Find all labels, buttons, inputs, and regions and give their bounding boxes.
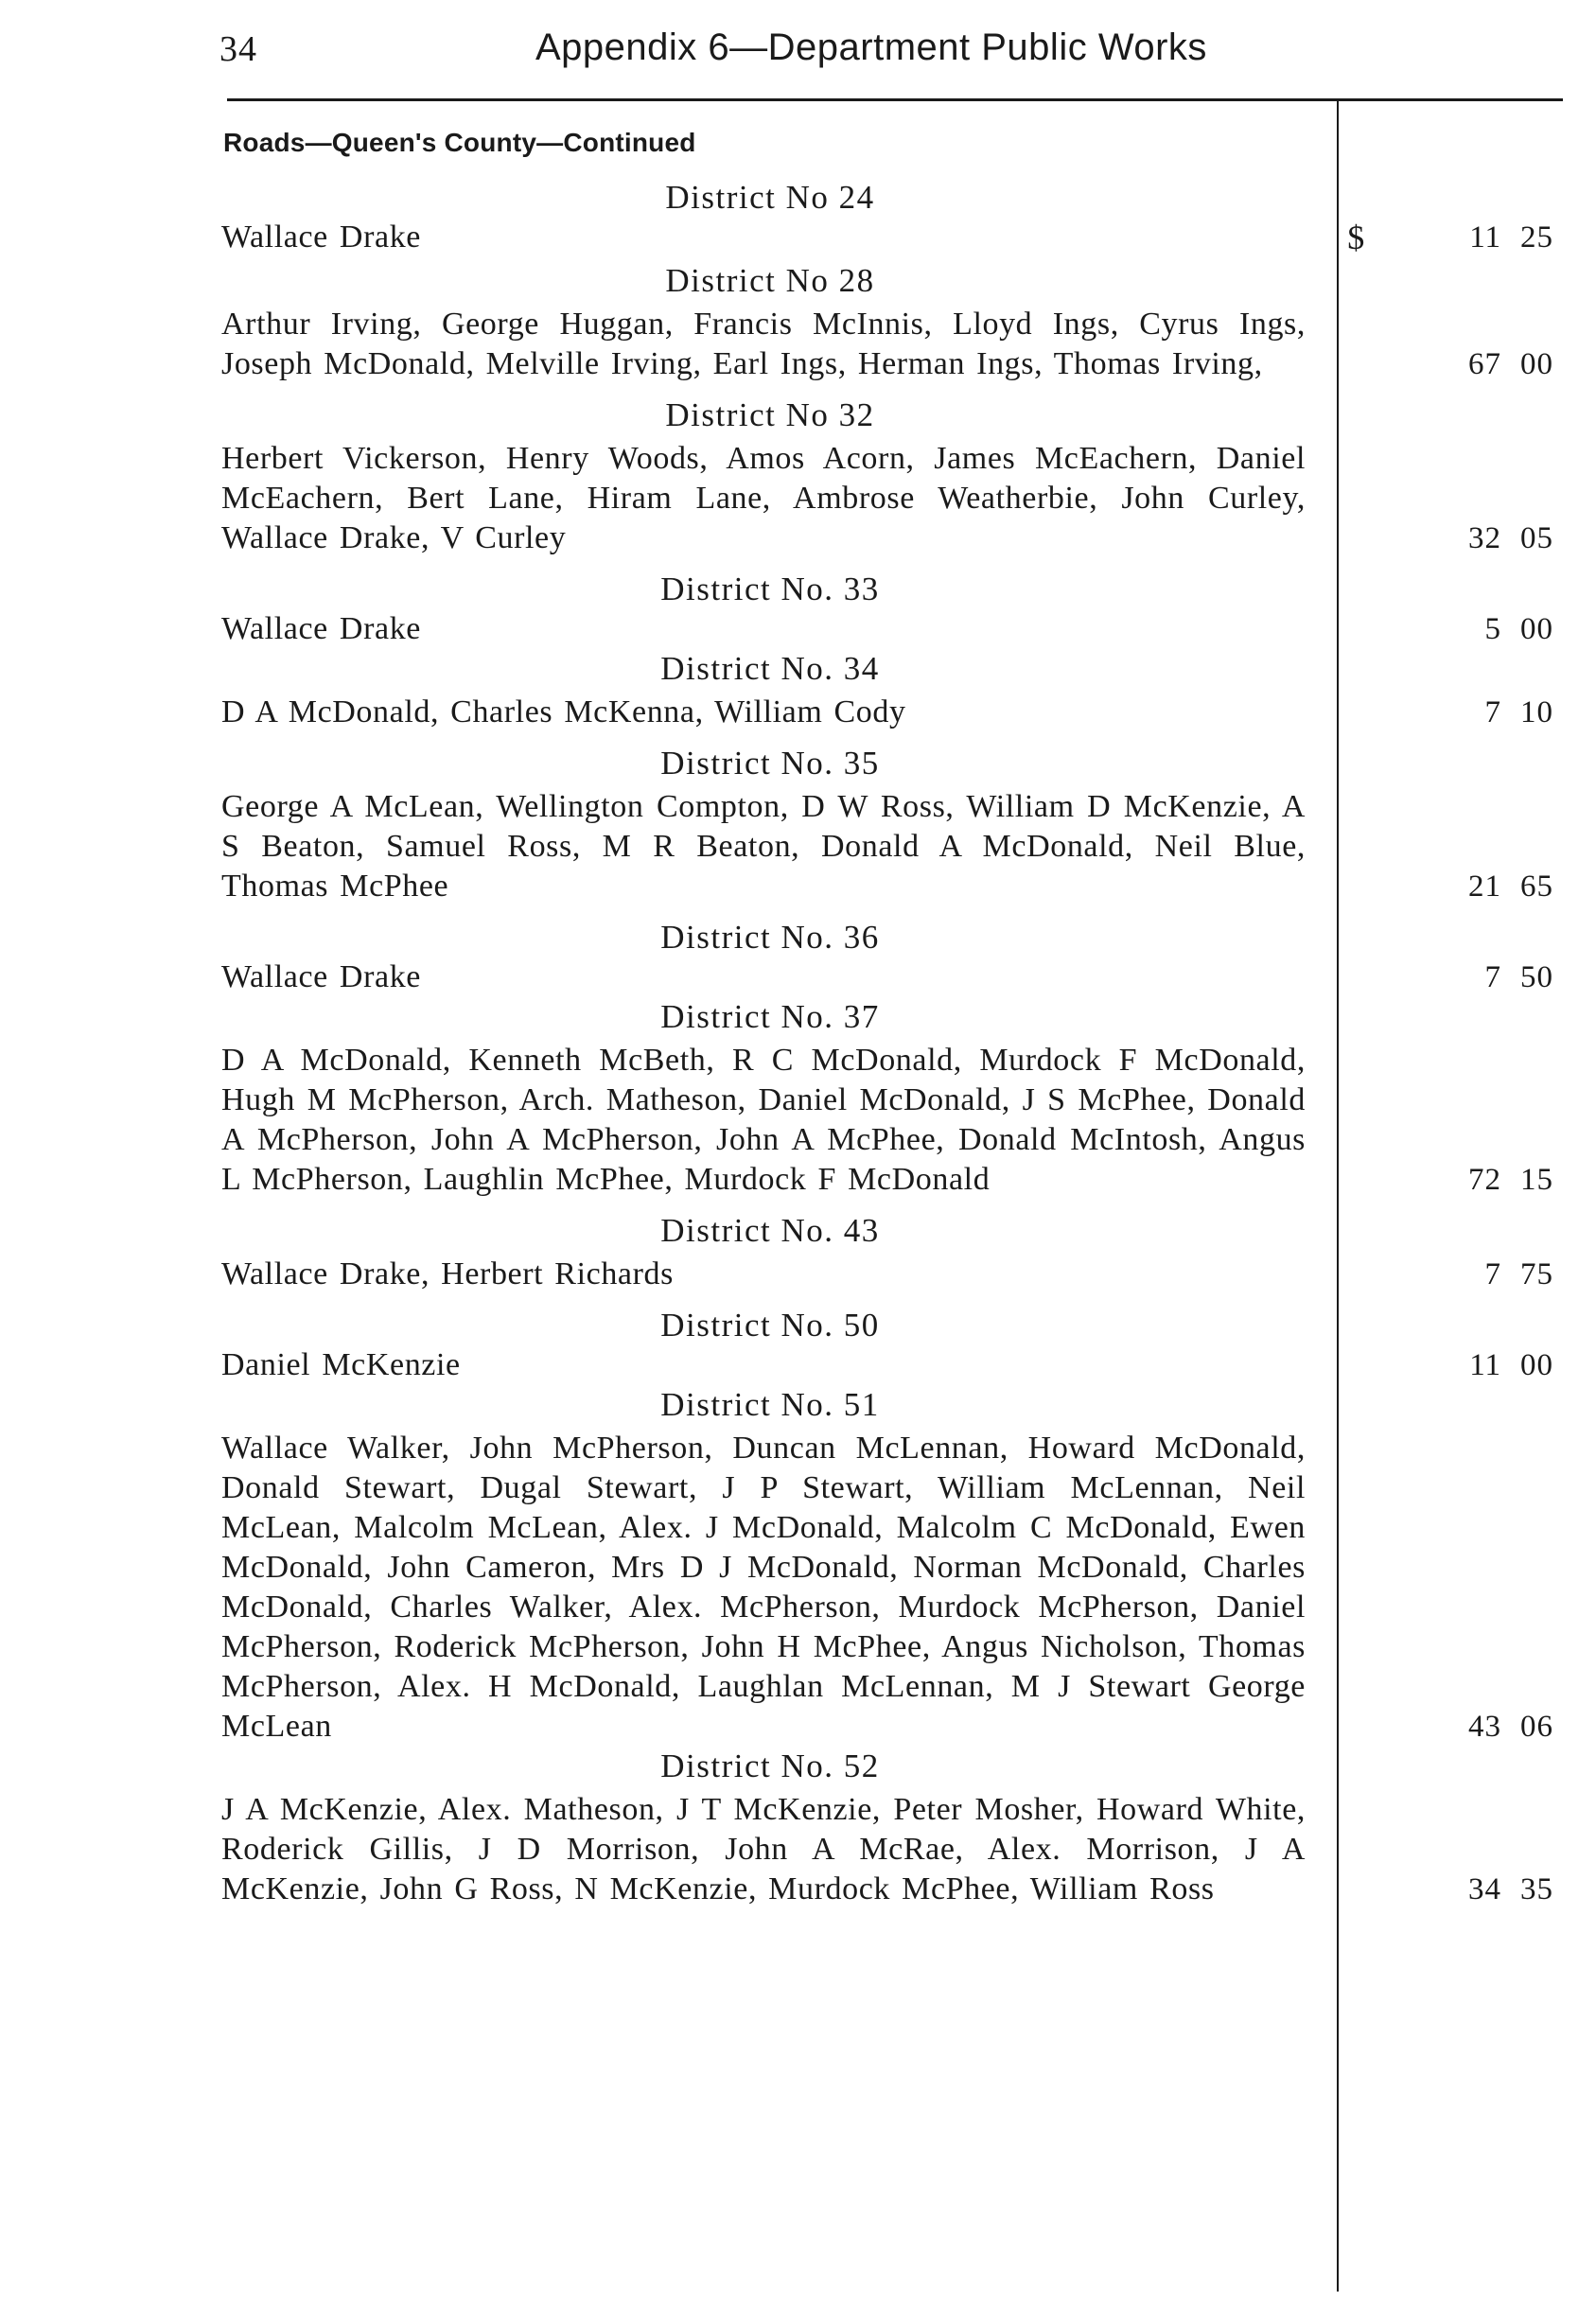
district-names: Wallace Walker, John McPherson, Duncan McLennan, Howard McDonald, Donald Stewart, Dugal Stewart, J P Stewart, William McLennan, Neil McLean, Malcolm McLean, Alex. J McDonald, Malcolm C McDonald, Ewen McDonald, John Cameron, Mrs D J McDonald, Norman McDonald, Charles McDonald, Charles Walker, Alex. McPherson, Murdock McPherson, Daniel McPherson, Roderick McPherson, John H McPhee, Angus Nicholson, Thomas McPherson, Alex. H McDonald, Laughlan McLennan, M J Stewart George McLean	[221, 1431, 1306, 1744]
district-entry	[221, 1255, 1563, 1294]
district-heading: District No 28	[665, 262, 875, 299]
header-rule	[227, 98, 1563, 101]
amount-cents: 75	[1520, 1257, 1553, 1291]
page-number: 34	[219, 29, 257, 69]
district-heading: District No 24	[665, 179, 875, 216]
amount-dollars: 67	[1468, 347, 1501, 381]
amount-dollars: 7	[1484, 1257, 1501, 1291]
district-heading: District No. 35	[660, 745, 880, 782]
district-heading: District No. 51	[660, 1386, 880, 1423]
district-52	[221, 1747, 1563, 1909]
district-43	[221, 1211, 1563, 1294]
district-amount	[1306, 1345, 1563, 1385]
district-51	[221, 1385, 1563, 1747]
district-amount	[1306, 344, 1563, 384]
district-50	[221, 1306, 1563, 1385]
district-entry	[221, 1345, 1563, 1385]
district-names: D A McDonald, Kenneth McBeth, R C McDonald, Murdock F McDonald, Hugh M McPherson, Arch. Matheson, Daniel McDonald, J S McPhee, Donald A McPherson, John A McPherson, John A McPhee, Donald McIntosh, Angus L McPherson, Laughlin McPhee, Murdock F McDonald	[221, 1043, 1306, 1197]
district-names: Arthur Irving, George Huggan, Francis McInnis, Lloyd Ings, Cyrus Ings, Joseph McDonald, Melville Irving, Earl Ings, Herman Ings, Thomas Irving,	[221, 307, 1306, 381]
district-amount	[1306, 518, 1563, 558]
district-amount	[1306, 867, 1563, 906]
district-34	[221, 649, 1563, 732]
district-33	[221, 570, 1563, 649]
district-heading: District No. 37	[660, 998, 880, 1035]
district-amount	[1306, 1160, 1563, 1200]
district-entry	[221, 693, 1563, 732]
amount-cents: 25	[1520, 220, 1553, 255]
district-heading: District No. 33	[660, 571, 880, 607]
district-amount	[1306, 218, 1563, 257]
district-heading: District No. 36	[660, 919, 880, 956]
amount-dollars: 21	[1468, 869, 1501, 904]
district-heading: District No. 50	[660, 1307, 880, 1344]
amount-cents: 00	[1520, 347, 1553, 381]
currency-symbol: $	[1347, 219, 1366, 256]
district-amount	[1306, 693, 1563, 732]
district-entry	[221, 218, 1563, 257]
amount-dollars: 7	[1484, 960, 1501, 994]
district-35	[221, 744, 1563, 906]
district-names: George A McLean, Wellington Compton, D W Ross, William D McKenzie, A S Beaton, Samuel Ross, M R Beaton, Donald A McDonald, Neil Blue, Thomas McPhee	[221, 789, 1306, 904]
district-entry	[221, 439, 1563, 558]
amount-dollars: 7	[1484, 695, 1501, 729]
district-entry	[221, 1790, 1563, 1909]
district-names: Wallace Drake	[221, 959, 421, 994]
amount-dollars: 72	[1468, 1163, 1501, 1197]
district-names: Wallace Drake	[221, 220, 421, 255]
amount-dollars: 5	[1484, 612, 1501, 646]
district-heading: District No. 52	[660, 1748, 880, 1784]
district-names: Herbert Vickerson, Henry Woods, Amos Acorn, James McEachern, Daniel McEachern, Bert Lane, Hiram Lane, Ambrose Weatherbie, John Curley, Wallace Drake, V Curley	[221, 441, 1306, 555]
district-entry	[221, 787, 1563, 906]
district-names: J A McKenzie, Alex. Matheson, J T McKenzie, Peter Mosher, Howard White, Roderick Gillis, J D Morrison, John A McRae, Alex. Morrison, J A McKenzie, John G Ross, N McKenzie, Murdock McPhee, William Ross	[221, 1792, 1306, 1906]
district-names: Wallace Drake	[221, 611, 421, 646]
amount-cents: 15	[1520, 1163, 1553, 1197]
district-heading: District No. 34	[660, 650, 880, 687]
amount-cents: 10	[1520, 695, 1553, 729]
amount-cents: 06	[1520, 1710, 1553, 1744]
district-amount	[1306, 1707, 1563, 1747]
district-entry	[221, 1429, 1563, 1747]
district-amount	[1306, 1255, 1563, 1294]
district-entry	[221, 609, 1563, 649]
amount-cents: 50	[1520, 960, 1553, 994]
district-heading: District No. 43	[660, 1212, 880, 1249]
amount-dollars: 43	[1468, 1710, 1501, 1744]
district-entry	[221, 1041, 1563, 1200]
district-37	[221, 997, 1563, 1200]
district-amount	[1306, 609, 1563, 649]
district-list	[221, 178, 1563, 1909]
amount-cents: 00	[1520, 1348, 1553, 1382]
district-36	[221, 918, 1563, 997]
district-names: D A McDonald, Charles McKenna, William Cody	[221, 694, 906, 729]
amount-dollars: 34	[1468, 1872, 1501, 1906]
section-heading: Roads—Queen's County—Continued	[223, 128, 696, 157]
district-entry	[221, 305, 1563, 384]
district-28	[221, 261, 1563, 384]
amount-cents: 05	[1520, 521, 1553, 555]
amount-dollars: 32	[1468, 521, 1501, 555]
district-names: Wallace Drake, Herbert Richards	[221, 1256, 674, 1291]
amount-cents: 65	[1520, 869, 1553, 904]
district-names: Daniel McKenzie	[221, 1347, 461, 1382]
district-entry	[221, 957, 1563, 997]
district-32	[221, 395, 1563, 558]
amount-dollars: 11	[1469, 220, 1501, 255]
amount-dollars: 11	[1469, 1348, 1501, 1382]
district-amount	[1306, 957, 1563, 997]
page-title: Appendix 6—Department Public Works	[535, 26, 1207, 68]
district-amount	[1306, 1870, 1563, 1909]
amount-cents: 00	[1520, 612, 1553, 646]
district-24	[221, 178, 1563, 257]
amount-cents: 35	[1520, 1872, 1553, 1906]
district-heading: District No 32	[665, 396, 875, 433]
